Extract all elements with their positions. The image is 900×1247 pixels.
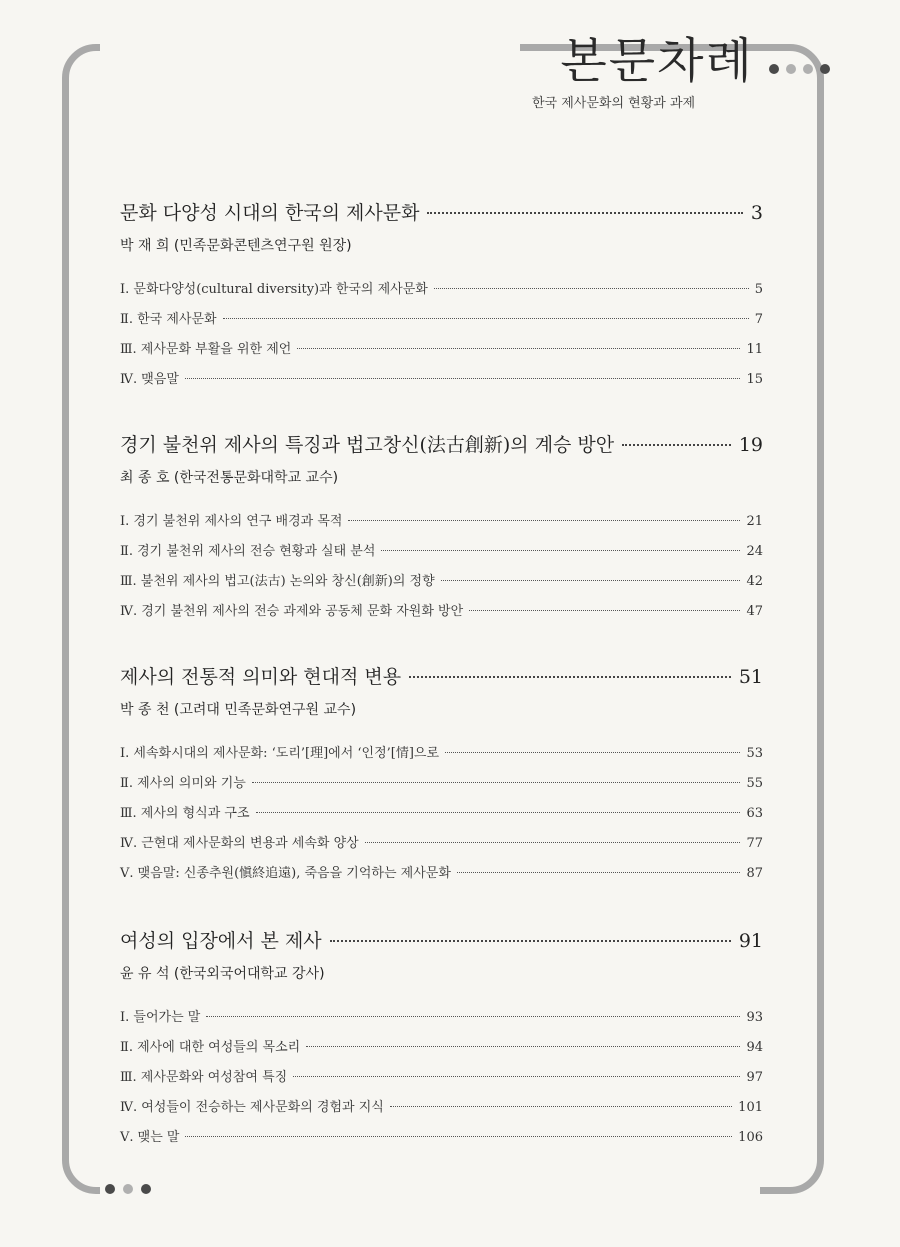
dot-icon (820, 64, 830, 74)
toc-item-label: Ⅲ. 불천위 제사의 법고(法古) 논의와 창신(創新)의 정향 (120, 574, 435, 589)
dot-leader (206, 1016, 740, 1017)
dot-leader (381, 550, 740, 551)
toc-item-page: 15 (746, 372, 763, 387)
dot-leader (306, 1046, 740, 1047)
toc-item[interactable] (120, 365, 763, 395)
dot-leader (223, 318, 749, 319)
toc-item[interactable] (120, 1003, 763, 1033)
section-heading[interactable] (120, 198, 763, 225)
toc-item[interactable] (120, 1123, 763, 1153)
section-title: 여성의 입장에서 본 제사 (120, 930, 322, 952)
toc-item-label: Ⅲ. 제사의 형식과 구조 (120, 806, 250, 821)
toc-item[interactable] (120, 1063, 763, 1093)
dot-leader (457, 872, 741, 873)
header (560, 22, 830, 91)
dot-leader (409, 676, 731, 678)
toc-item-label: Ⅱ. 한국 제사문화 (120, 312, 217, 327)
toc-item[interactable] (120, 1093, 763, 1123)
dot-leader (445, 752, 740, 753)
page-subtitle: 한국 제사문화의 현황과 과제 (532, 96, 696, 111)
dot-leader (252, 782, 741, 783)
toc-section (120, 430, 763, 627)
dot-icon (123, 1184, 133, 1194)
section-items (120, 275, 763, 395)
toc-item-label: Ⅳ. 근현대 제사문화의 변용과 세속화 양상 (120, 836, 359, 851)
toc-item[interactable] (120, 739, 763, 769)
section-items (120, 507, 763, 627)
section-page: 51 (738, 666, 763, 688)
dot-leader (185, 1136, 732, 1137)
toc-item[interactable] (120, 597, 763, 627)
toc-item[interactable] (120, 537, 763, 567)
toc-item[interactable] (120, 275, 763, 305)
section-title: 경기 불천위 제사의 특징과 법고창신(法古創新)의 계승 방안 (120, 434, 615, 456)
section-author: 윤 유 석 (한국외국어대학교 강사) (120, 966, 325, 982)
toc-item-page: 77 (746, 836, 763, 851)
toc-item[interactable] (120, 859, 763, 889)
toc-item-label: Ⅱ. 경기 불천위 제사의 전승 현황과 실태 분석 (120, 544, 376, 559)
toc-item-label: Ⅳ. 맺음말 (120, 372, 179, 387)
toc-section (120, 926, 763, 1153)
toc-item-label: Ⅰ. 경기 불천위 제사의 연구 배경과 목적 (120, 514, 343, 529)
dot-leader (390, 1106, 732, 1107)
section-author: 박 종 천 (고려대 민족문화연구원 교수) (120, 702, 357, 718)
toc-item-page: 7 (754, 312, 763, 327)
section-title: 제사의 전통적 의미와 현대적 변용 (120, 666, 402, 688)
toc-item-page: 93 (746, 1010, 763, 1025)
toc-item-page: 11 (746, 342, 763, 357)
dot-leader (622, 444, 731, 446)
toc-section (120, 198, 763, 395)
toc-item-label: Ⅴ. 맺음말: 신종추원(愼終追遠), 죽음을 기억하는 제사문화 (120, 866, 451, 881)
section-items (120, 739, 763, 889)
dot-leader (185, 378, 741, 379)
toc-item[interactable] (120, 507, 763, 537)
toc-item-page: 63 (746, 806, 763, 821)
dot-leader (256, 812, 741, 813)
dot-leader (365, 842, 741, 843)
dot-icon (769, 64, 779, 74)
dot-leader (434, 288, 749, 289)
toc-item-page: 53 (746, 746, 763, 761)
section-heading[interactable] (120, 926, 763, 953)
section-items (120, 1003, 763, 1153)
dot-icon (786, 64, 796, 74)
toc-item[interactable] (120, 335, 763, 365)
toc-item-label: Ⅴ. 맺는 말 (120, 1130, 180, 1145)
dot-leader (348, 520, 740, 521)
section-page: 3 (750, 202, 763, 224)
toc-item-page: 24 (746, 544, 763, 559)
section-heading[interactable] (120, 430, 763, 457)
toc-item-page: 97 (746, 1070, 763, 1085)
toc-item-label: Ⅳ. 경기 불천위 제사의 전승 과제와 공동체 문화 자원화 방안 (120, 604, 464, 619)
section-author: 박 재 희 (민족문화콘텐츠연구원 원장) (120, 238, 352, 254)
dot-icon (803, 64, 813, 74)
frame-gap-top (100, 30, 520, 60)
section-title: 문화 다양성 시대의 한국의 제사문화 (120, 202, 420, 224)
toc-item-page: 94 (746, 1040, 763, 1055)
toc-item-page: 21 (746, 514, 763, 529)
toc-item-label: Ⅰ. 들어가는 말 (120, 1010, 201, 1025)
toc-item-label: Ⅰ. 문화다양성(cultural diversity)과 한국의 제사문화 (120, 282, 428, 297)
dot-icon (141, 1184, 151, 1194)
section-page: 91 (738, 930, 763, 952)
section-author: 최 종 호 (한국전통문화대학교 교수) (120, 470, 339, 486)
footer-dots (105, 1184, 151, 1194)
toc-item-page: 42 (746, 574, 763, 589)
toc-item-page: 101 (738, 1100, 763, 1115)
section-page: 19 (738, 434, 763, 456)
toc-item-page: 5 (754, 282, 763, 297)
toc-item[interactable] (120, 769, 763, 799)
toc-section (120, 662, 763, 889)
toc-item[interactable] (120, 305, 763, 335)
toc-item-label: Ⅱ. 제사의 의미와 기능 (120, 776, 246, 791)
dot-leader (427, 212, 742, 214)
toc-item[interactable] (120, 567, 763, 597)
section-heading[interactable] (120, 662, 763, 689)
toc-item-page: 47 (746, 604, 763, 619)
toc-item[interactable] (120, 1033, 763, 1063)
page-title: 본문차례 (560, 33, 754, 89)
toc-item-label: Ⅲ. 제사문화와 여성참여 특징 (120, 1070, 288, 1085)
toc-item-page: 87 (746, 866, 763, 881)
dot-leader (330, 940, 731, 942)
toc-item-page: 55 (746, 776, 763, 791)
toc-item[interactable] (120, 799, 763, 829)
toc-item-label: Ⅳ. 여성들이 전승하는 제사문화의 경험과 지식 (120, 1100, 384, 1115)
frame-gap-bottom (100, 1180, 760, 1210)
toc-item[interactable] (120, 829, 763, 859)
dot-leader (293, 1076, 740, 1077)
toc-item-label: Ⅰ. 세속화시대의 제사문화: ‘도리’[理]에서 ‘인정’[情]으로 (120, 746, 440, 761)
toc-item-label: Ⅲ. 제사문화 부활을 위한 제언 (120, 342, 292, 357)
dot-icon (105, 1184, 115, 1194)
toc-item-label: Ⅱ. 제사에 대한 여성들의 목소리 (120, 1040, 301, 1055)
title-dots (769, 64, 830, 74)
dot-leader (297, 348, 740, 349)
dot-leader (469, 610, 740, 611)
dot-leader (441, 580, 741, 581)
toc-item-page: 106 (738, 1130, 763, 1145)
